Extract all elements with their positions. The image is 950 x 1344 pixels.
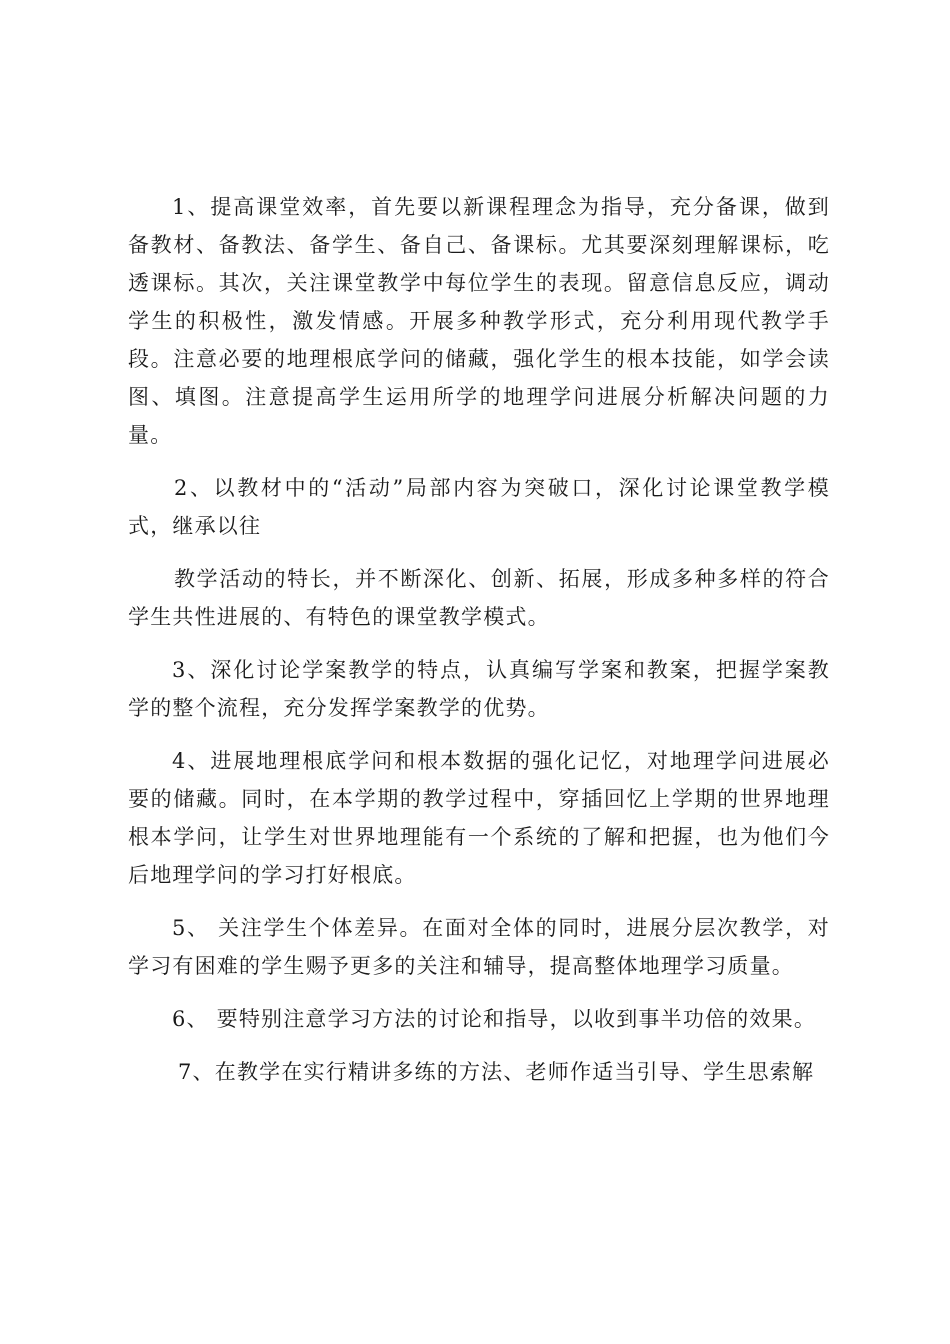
document-body [128, 188, 830, 1106]
paragraph-8: 7、在教学在实行精讲多练的方法、老师作适当引导、学生思索解 [178, 1060, 815, 1084]
paragraph-1: 1、提高课堂效率，首先要以新课程理念为指导，充分备课，做到备教材、备教法、备学生、备自己、备课标。尤其要深刻理解课标，吃透课标。其次，关注课堂教学中每位学生的表现。留意信息反应，调动学生的积极性，激发情感。开展多种教学形式，充分利用现代教学手段。注意必要的地理根底学问的储藏，强化学生的根本技能，如学会读图、填图。注意提高学生运用所学的地理学问进展分析解决问题的力量。 [128, 195, 830, 447]
paragraph-2: 2、以教材中的“活动”局部内容为突破口，深化讨论课堂教学模式，继承以往 [128, 476, 830, 538]
paragraph-5: 4、进展地理根底学问和根本数据的强化记忆，对地理学问进展必要的储藏。同时，在本学期的教学过程中，穿插回忆上学期的世界地理根本学问，让学生对世界地理能有一个系统的了解和把握，也为他们今后地理学问的学习打好根底。 [128, 749, 830, 887]
paragraph-3: 教学活动的特长，并不断深化、创新、拓展，形成多种多样的符合学生共性进展的、有特色的课堂教学模式。 [128, 567, 830, 629]
paragraph-7: 6、 要特别注意学习方法的讨论和指导，以收到事半功倍的效果。 [172, 1007, 817, 1031]
paragraph-4: 3、深化讨论学案教学的特点，认真编写学案和教案，把握学案教学的整个流程，充分发挥学案教学的优势。 [128, 658, 830, 720]
paragraph-6: 5、 关注学生个体差异。在面对全体的同时，进展分层次教学，对学习有困难的学生赐予更多的关注和辅导，提高整体地理学习质量。 [128, 916, 830, 978]
